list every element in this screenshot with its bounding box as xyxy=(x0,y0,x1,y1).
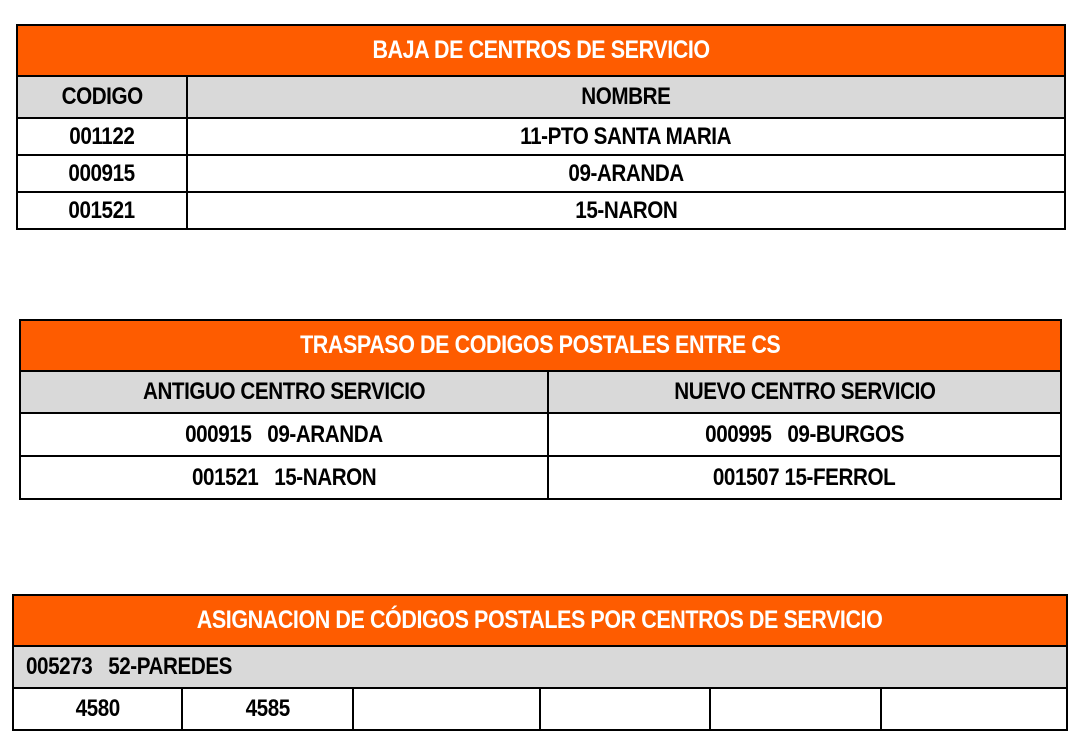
baja-codigo-cell: 000915 xyxy=(17,155,187,192)
codigo-postal-cell xyxy=(353,688,540,730)
baja-header-codigo: CODIGO xyxy=(17,76,187,118)
codigo-postal-cell: 4580 xyxy=(13,688,182,730)
codigo-postal-cell xyxy=(540,688,710,730)
traspaso-antiguo-cell: 001521 15-NARON xyxy=(20,456,548,499)
traspaso-header-antiguo: ANTIGUO CENTRO SERVICIO xyxy=(20,371,548,413)
baja-nombre-cell: 11-PTO SANTA MARIA xyxy=(187,118,1065,155)
baja-nombre-cell: 09-ARANDA xyxy=(187,155,1065,192)
traspaso-nuevo-cell: 001507 15-FERROL xyxy=(548,456,1061,499)
codigo-postal-cell xyxy=(881,688,1067,730)
baja-table xyxy=(16,24,1066,230)
baja-codigo-cell: 001122 xyxy=(17,118,187,155)
baja-title: BAJA DE CENTROS DE SERVICIO xyxy=(17,25,1065,76)
codigo-postal-cell: 4585 xyxy=(182,688,353,730)
table-row xyxy=(20,456,1061,499)
traspaso-nuevo-cell: 000995 09-BURGOS xyxy=(548,413,1061,456)
asignacion-centro: 005273 52-PAREDES xyxy=(13,646,1067,688)
table-row xyxy=(17,192,1065,229)
table-row xyxy=(20,413,1061,456)
baja-codigo-cell: 001521 xyxy=(17,192,187,229)
baja-nombre-cell: 15-NARON xyxy=(187,192,1065,229)
traspaso-title: TRASPASO DE CODIGOS POSTALES ENTRE CS xyxy=(20,320,1061,371)
asignacion-title: ASIGNACION DE CÓDIGOS POSTALES POR CENTROS DE SERVICIO xyxy=(13,595,1067,646)
asignacion-table xyxy=(12,594,1068,731)
baja-header-nombre: NOMBRE xyxy=(187,76,1065,118)
table-row xyxy=(13,688,1067,730)
traspaso-header-nuevo: NUEVO CENTRO SERVICIO xyxy=(548,371,1061,413)
table-row xyxy=(17,118,1065,155)
table-row xyxy=(17,155,1065,192)
traspaso-antiguo-cell: 000915 09-ARANDA xyxy=(20,413,548,456)
traspaso-table xyxy=(19,319,1062,500)
codigo-postal-cell xyxy=(710,688,881,730)
